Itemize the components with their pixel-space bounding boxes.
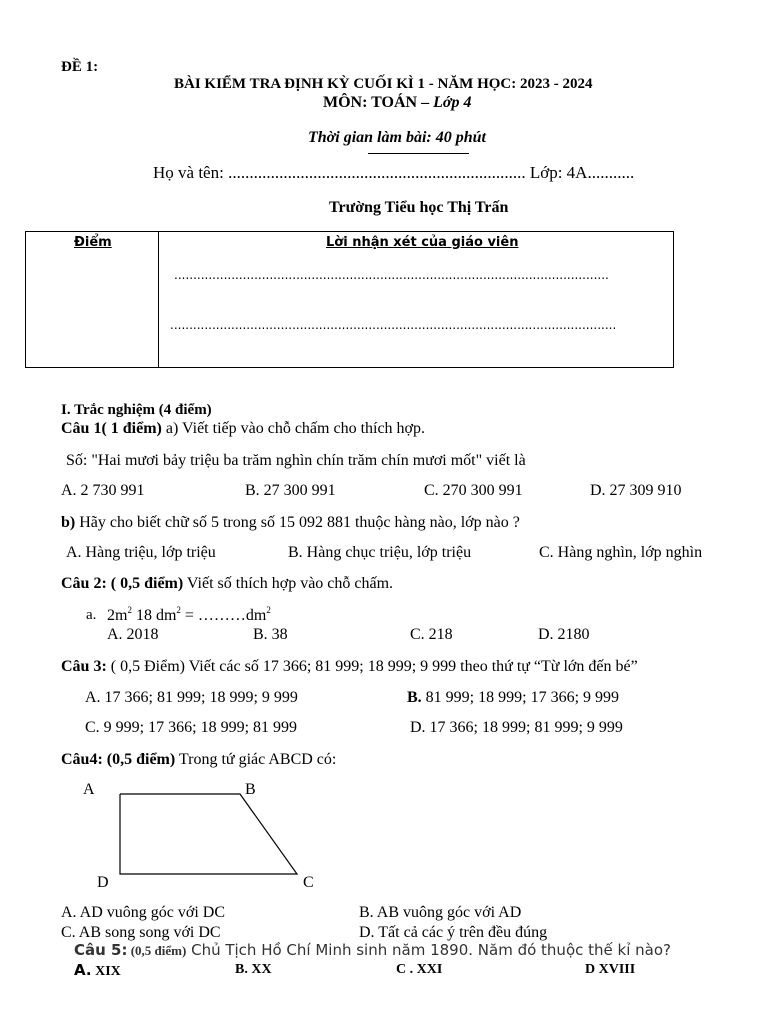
vertex-b: B (245, 781, 256, 798)
q3-option-b-text: 81 999; 18 999; 17 366; 9 999 (421, 689, 620, 706)
vertex-c: C (303, 874, 314, 891)
q2-sup-3: 2 (266, 605, 271, 615)
student-name-line: Họ và tên: ...................................................................... Lớp: 4A........... (153, 163, 635, 182)
q2-expr-part-2: 18 dm (131, 607, 177, 624)
q5-line (74, 941, 671, 959)
q4-option-a[interactable]: A. AD vuông góc với DC (61, 904, 226, 921)
grade-label: Lớp 4 (433, 94, 472, 111)
q5-text: Chủ Tịch Hồ Chí Minh sinh năm 1890. Năm đó thuộc thế kỉ nào? (186, 941, 671, 959)
q3-option-b-letter: B. (407, 689, 422, 706)
q1-option-b[interactable]: B. 27 300 991 (245, 482, 336, 499)
q2-option-d[interactable]: D. 2180 (538, 626, 590, 643)
q5-option-a-letter: A. (74, 961, 92, 979)
subject-label: MÔN: TOÁN – (323, 94, 434, 111)
exam-title: BÀI KIỂM TRA ĐỊNH KỲ CUỐI KÌ 1 - NĂM HỌC: 2023 - 2024 (174, 76, 593, 92)
comment-line-1: .................................................................................................................. (174, 268, 609, 282)
q4-option-c[interactable]: C. AB song song với DC (61, 924, 221, 941)
q3-option-a[interactable]: A. 17 366; 81 999; 18 999; 9 999 (85, 689, 298, 706)
q1b-option-b[interactable]: B. Hàng chục triệu, lớp triệu (288, 544, 472, 561)
vertex-a: A (83, 781, 95, 798)
q2-sup-2: 2 (176, 605, 181, 615)
comment-header: Lời nhận xét của giáo viên (326, 235, 519, 250)
q5-points: (0,5 điểm) (127, 943, 187, 958)
q2-label: Câu 2: ( 0,5 điểm) (61, 575, 184, 592)
q3-option-d[interactable]: D. 17 366; 18 999; 81 999; 9 999 (410, 719, 623, 736)
section-heading: I. Trắc nghiệm (4 điểm) (61, 402, 212, 418)
q2-expr-part-3: = ………dm (180, 607, 267, 624)
q5-option-a-text: XIX (91, 964, 121, 979)
q2-expr-part-1: 2m (107, 607, 128, 624)
comment-line-2: ..................................................................................................................... (170, 318, 617, 332)
exam-number: ĐỀ 1: (61, 59, 99, 75)
q1-option-c[interactable]: C. 270 300 991 (424, 482, 523, 499)
school-name: Trường Tiểu học Thị Trấn (329, 199, 509, 216)
q1-part-a: a) Viết tiếp vào chỗ chấm cho thích hợp. (161, 420, 426, 437)
q2-item-prefix: a. (86, 607, 97, 623)
q5-label: Câu 5: (74, 941, 128, 959)
q1b-option-c[interactable]: C. Hàng nghìn, lớp nghìn (539, 544, 703, 561)
q3-option-c[interactable]: C. 9 999; 17 366; 18 999; 81 999 (85, 719, 298, 736)
q4-text: Trong tứ giác ABCD có: (175, 751, 337, 768)
quadrilateral-abcd (120, 794, 297, 874)
q4-option-d[interactable]: D. Tất cả các ý trên đều đúng (359, 924, 548, 941)
q1-label: Câu 1( 1 điểm) (61, 420, 162, 437)
q2-option-a[interactable]: A. 2018 (107, 626, 159, 643)
q1-option-d[interactable]: D. 27 309 910 (590, 482, 682, 499)
q4-option-b[interactable]: B. AB vuông góc với AD (359, 904, 522, 921)
q3-label: Câu 3: (61, 658, 107, 675)
q1-option-a[interactable]: A. 2 730 991 (61, 482, 145, 499)
q5-option-b[interactable]: B. XX (235, 962, 272, 977)
q1b-option-a[interactable]: A. Hàng triệu, lớp triệu (66, 544, 216, 561)
q5-option-a[interactable] (74, 961, 121, 980)
q5-option-d[interactable]: D XVIII (585, 962, 636, 977)
q2-option-c[interactable]: C. 218 (410, 626, 453, 643)
q1-part-b-label: b) (61, 514, 76, 531)
score-header: Điểm (74, 235, 112, 250)
q2-sup-1: 2 (127, 605, 132, 615)
q1-statement: Số: "Hai mươi bảy triệu ba trăm nghìn chín trăm chín mươi mốt" viết là (66, 452, 526, 469)
q3-text: ( 0,5 Điểm) Viết các số 17 366; 81 999; 18 999; 9 999 theo thứ tự “Từ lớn đến bé” (106, 658, 638, 675)
q4-label: Câu4: (0,5 điểm) (61, 751, 176, 768)
vertex-d: D (97, 874, 109, 891)
q1-part-b-text: Hãy cho biết chữ số 5 trong số 15 092 881 thuộc hàng nào, lớp nào ? (75, 514, 520, 531)
exam-time: Thời gian làm bài: 40 phút (308, 129, 486, 146)
q2-text: Viết số thích hợp vào chỗ chấm. (183, 575, 394, 592)
q5-option-c[interactable]: C . XXI (396, 962, 443, 977)
q2-option-b[interactable]: B. 38 (253, 626, 288, 643)
